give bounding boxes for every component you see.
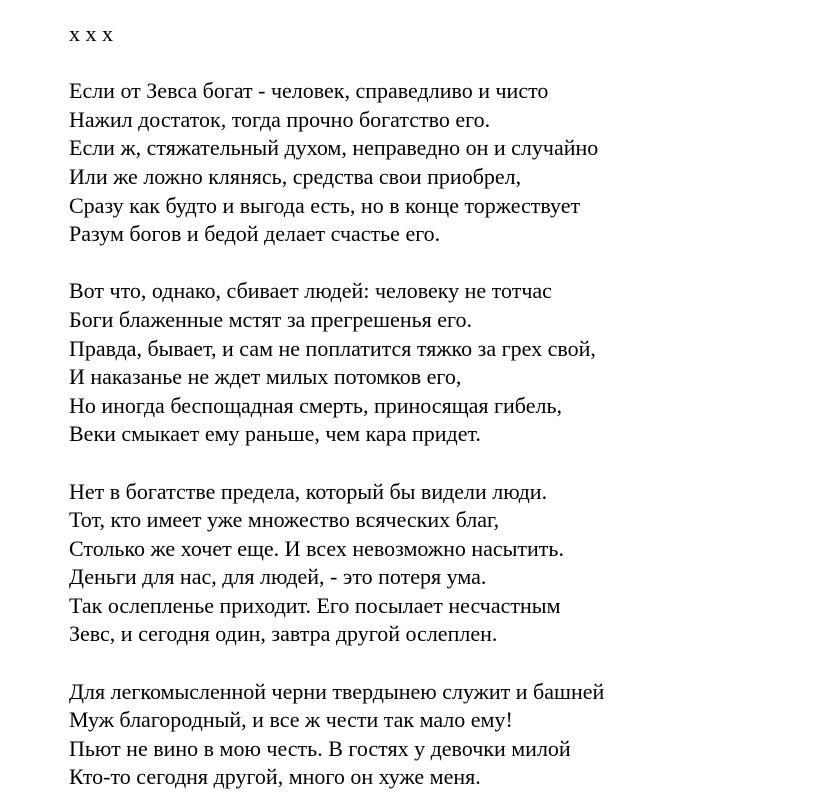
stanza-3 bbox=[69, 478, 809, 650]
poem-line: Нажил достаток, тогда прочно богатство его. bbox=[69, 106, 491, 132]
poem-line: Сразу как будто и выгода есть, но в конце торжествует bbox=[69, 192, 581, 218]
poem-line: Но иногда беспощадная смерть, приносящая гибель, bbox=[69, 392, 562, 418]
poem-line: Правда, бывает, и сам не поплатится тяжко за грех свой, bbox=[69, 335, 596, 361]
poem-line: Деньги для нас, для людей, - это потеря ума. bbox=[69, 564, 487, 590]
poem-line: Вот что, однако, сбивает людей: человеку не тотчас bbox=[69, 278, 552, 304]
poem-line: Зевс, и сегодня один, завтра другой ослеплен. bbox=[69, 621, 498, 647]
poem-line: Нет в богатстве предела, который бы видели люди. bbox=[69, 478, 548, 504]
stanza-4 bbox=[69, 678, 809, 792]
poem-line: И наказанье не ждет милых потомков его, bbox=[69, 364, 462, 390]
poem-line: Или же ложно клянясь, средства свои приобрел, bbox=[69, 163, 522, 189]
poem-line: Если от Зевса богат - человек, справедливо и чисто bbox=[69, 78, 549, 104]
poem-line: Тот, кто имеет уже множество всяческих благ, bbox=[69, 507, 500, 533]
poem-line: Боги блаженные мстят за прегрешенья его. bbox=[69, 306, 472, 332]
poem-line: Кто-то сегодня другой, много он хуже меня. bbox=[69, 764, 481, 790]
poem-line: Разум богов и бедой делает счастье его. bbox=[69, 221, 441, 247]
poem-page bbox=[69, 20, 809, 792]
poem-line: Столько же хочет еще. И всех невозможно насытить. bbox=[69, 535, 564, 561]
poem-line: Пьют не вино в мою честь. В гостях у девочки милой bbox=[69, 735, 571, 761]
poem-line: Веки смыкает ему раньше, чем кара придет. bbox=[69, 421, 481, 447]
poem-line: Если ж, стяжательный духом, неправедно он и случайно bbox=[69, 135, 599, 161]
stanza-2 bbox=[69, 277, 809, 449]
poem-line: Так ослепленье приходит. Его посылает несчастным bbox=[69, 592, 561, 618]
poem-heading: x x x bbox=[69, 21, 113, 46]
poem-line: Муж благородный, и все ж чести так мало ему! bbox=[69, 707, 513, 733]
poem-line: Для легкомысленной черни твердынею служит и башней bbox=[69, 678, 605, 704]
stanza-1 bbox=[69, 77, 809, 249]
